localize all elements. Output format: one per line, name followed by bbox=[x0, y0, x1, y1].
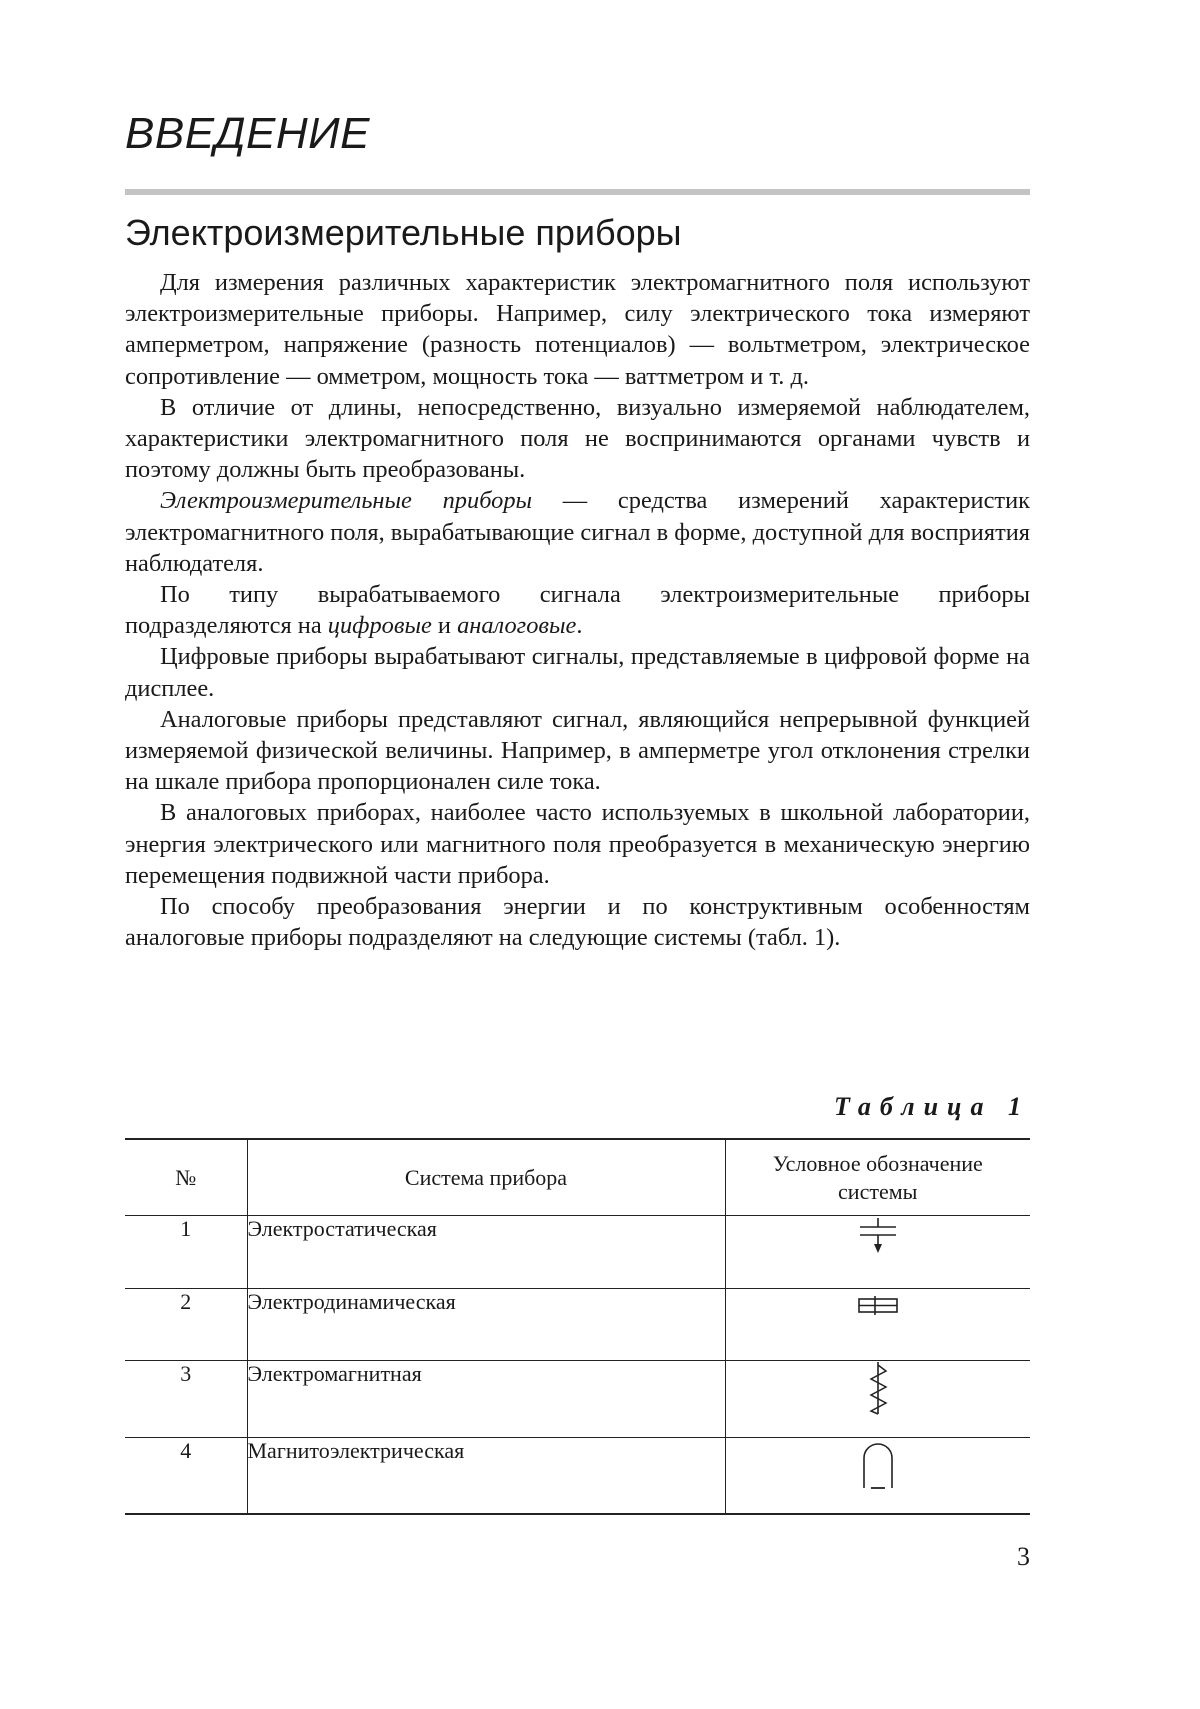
row-system: Электродинамическая bbox=[247, 1289, 725, 1361]
row-system: Электростатическая bbox=[247, 1216, 725, 1289]
row-symbol bbox=[725, 1216, 1030, 1289]
paragraph-3 bbox=[125, 485, 1030, 579]
row-symbol bbox=[725, 1289, 1030, 1361]
row-number: 1 bbox=[125, 1216, 247, 1289]
table-row bbox=[125, 1361, 1030, 1438]
electrodynamic-symbol-icon bbox=[855, 1289, 901, 1323]
table-header-row bbox=[125, 1139, 1030, 1216]
body-text bbox=[125, 267, 1030, 953]
electromagnetic-symbol-icon bbox=[863, 1361, 893, 1415]
header-system: Система прибора bbox=[247, 1139, 725, 1216]
paragraph-3-text: — средства измерений характеристик электромагнитного поля, вырабатывающие сигнал в форме, доступной для восприятия наблюдателя. bbox=[125, 487, 1030, 577]
paragraph-4-end: . bbox=[576, 612, 583, 640]
table-row bbox=[125, 1216, 1030, 1289]
chapter-title: ВВЕДЕНИЕ bbox=[125, 109, 370, 158]
table-row bbox=[125, 1289, 1030, 1361]
section-title: Электроизмерительные приборы bbox=[125, 212, 682, 253]
row-number: 2 bbox=[125, 1289, 247, 1361]
page-number: 3 bbox=[1017, 1542, 1030, 1571]
term-electrical-instruments: Электроизмерительные приборы bbox=[160, 487, 533, 515]
paragraph-2: В отличие от длины, непосредственно, визуально измеряемой наблюдателем, характеристики электромагнитного поля не воспринимаются органами чувств и поэтому должны быть преобразованы. bbox=[125, 393, 1030, 484]
paragraph-4 bbox=[125, 579, 1030, 641]
paragraph-7: В аналоговых приборах, наиболее часто используемых в школьной лаборатории, энергия электрического или магнитного поля преобразуется в механическую энергию перемещения подвижной части прибора. bbox=[125, 799, 1030, 889]
row-system: Магнитоэлектрическая bbox=[247, 1438, 725, 1514]
magnetoelectric-symbol-icon bbox=[858, 1438, 898, 1492]
term-digital: цифровые bbox=[327, 612, 432, 640]
row-number: 4 bbox=[125, 1438, 247, 1514]
paragraph-1: Для измерения различных характеристик электромагнитного поля используют электроизмерительные приборы. Например, силу электрического тока измеряют амперметром, напряжение (разность потенциалов) — вольтметром, электрическое сопротивление — омметром, мощность тока — ваттметром и т. д. bbox=[125, 269, 1030, 390]
title-rule bbox=[125, 189, 1030, 195]
row-number: 3 bbox=[125, 1361, 247, 1438]
header-symbol bbox=[725, 1139, 1030, 1216]
table-row bbox=[125, 1438, 1030, 1514]
paragraph-4-and: и bbox=[431, 612, 458, 640]
header-number: № bbox=[125, 1139, 247, 1216]
row-system: Электромагнитная bbox=[247, 1361, 725, 1438]
paragraph-6: Аналоговые приборы представляют сигнал, являющийся непрерывной функцией измеряемой физической величины. Например, в амперметре угол отклонения стрелки на шкале прибора пропорционален силе тока. bbox=[125, 705, 1030, 796]
header-symbol-text: Условное обозначение системы bbox=[772, 1150, 983, 1204]
electrostatic-symbol-icon bbox=[856, 1216, 900, 1256]
paragraph-8: По способу преобразования энергии и по конструктивным особенностям аналоговые приборы подразделяют на следующие системы (табл. 1). bbox=[125, 893, 1030, 952]
paragraph-4-text: По типу вырабатываемого сигнала электроизмерительные приборы подразделяются на bbox=[125, 581, 1030, 640]
row-symbol bbox=[725, 1438, 1030, 1514]
paragraph-5: Цифровые приборы вырабатывают сигналы, представляемые в цифровой форме на дисплее. bbox=[125, 643, 1030, 702]
row-symbol bbox=[725, 1361, 1030, 1438]
systems-table bbox=[125, 1138, 1030, 1515]
table-caption: Таблица 1 bbox=[833, 1092, 1030, 1121]
term-analog: аналоговые bbox=[457, 612, 577, 640]
